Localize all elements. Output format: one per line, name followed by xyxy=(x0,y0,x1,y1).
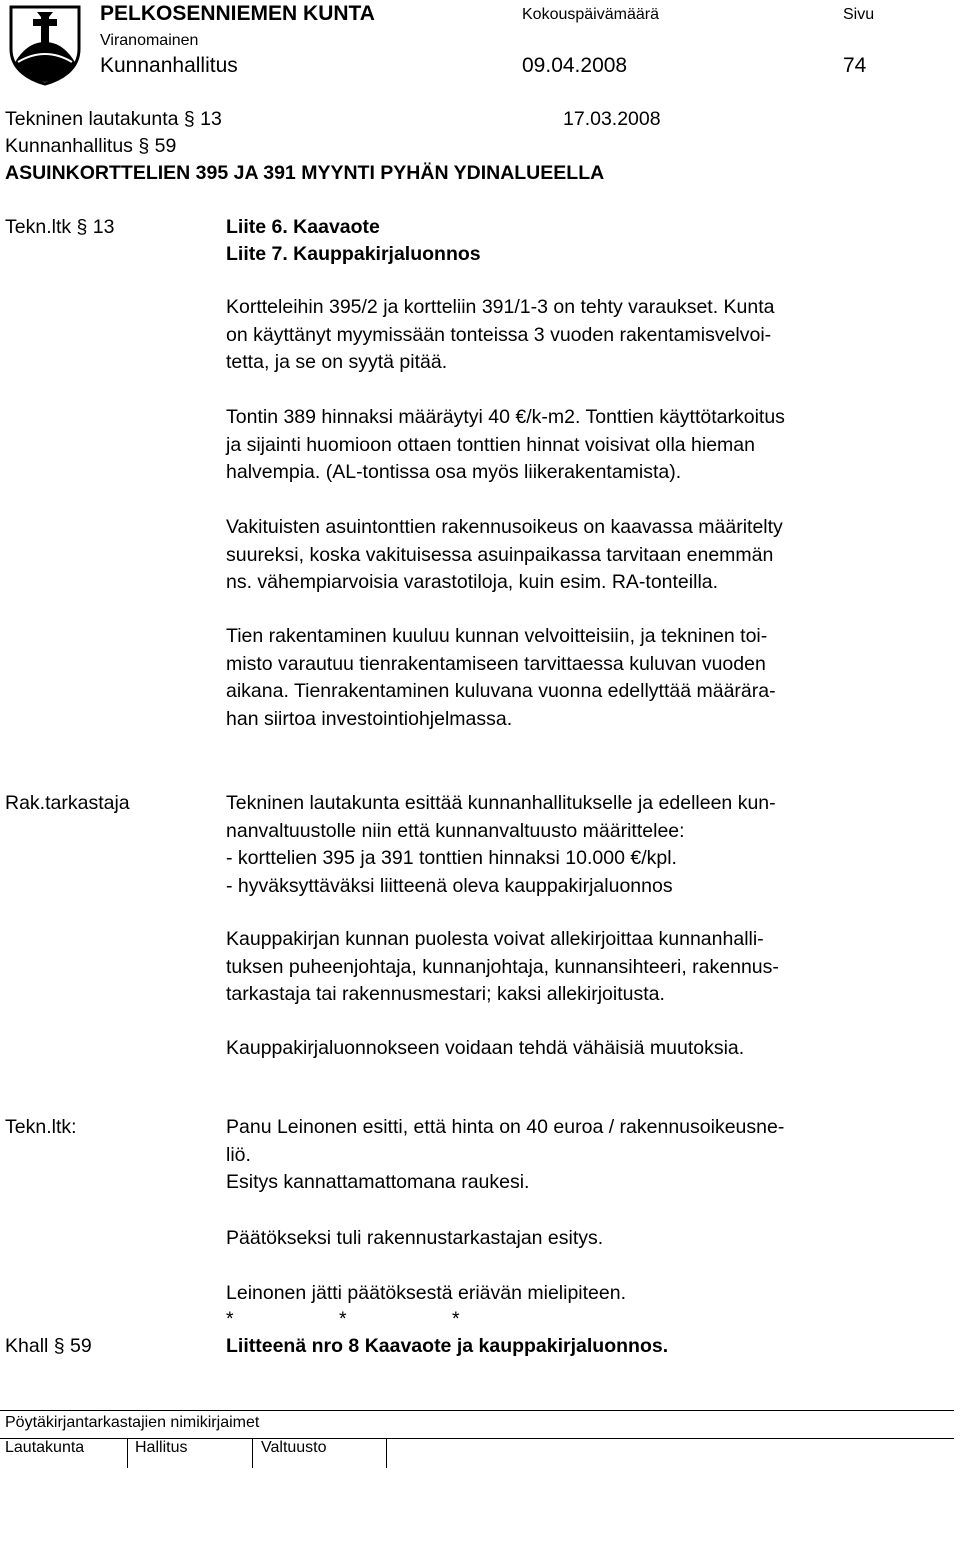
text-line: suureksi, koska vakituisessa asuinpaikassa tarvitaan enemmän xyxy=(226,543,774,566)
attachment-6: Liite 6. Kaavaote xyxy=(226,216,380,238)
text-line: Leinonen jätti päätöksestä eriävän mielipiteen. xyxy=(226,1282,627,1304)
text-line: ja sijainti huomioon ottaen tonttien hinnat voisivat olla hieman xyxy=(226,433,755,456)
municipality-name: PELKOSENNIEMEN KUNTA xyxy=(100,2,375,25)
footer-divider xyxy=(127,1438,128,1468)
section-title: ASUINKORTTELIEN 395 JA 391 MYYNTI PYHÄN YDINALUEELLA xyxy=(5,162,605,184)
footer-divider xyxy=(386,1438,387,1468)
text-line: Päätökseksi tuli rakennustarkastajan esitys. xyxy=(226,1227,604,1249)
text-line: - hyväksyttäväksi liitteenä oleva kauppakirjaluonnos xyxy=(226,874,673,897)
text-line: on käyttänyt myymissään tonteissa 3 vuoden rakentamisvelvoi- xyxy=(226,323,772,346)
text-line: Panu Leinonen esitti, että hinta on 40 euroa / rakennusoikeusne- xyxy=(226,1116,785,1138)
municipality-coat-of-arms-logo xyxy=(8,4,82,86)
text-line: liö. xyxy=(226,1143,251,1166)
text-line: Kortteleihin 395/2 ja kortteliin 391/1-3 on tehty varaukset. Kunta xyxy=(226,296,775,318)
text-line: nanvaltuustolle niin että kunnanvaltuusto määrittelee: xyxy=(226,819,685,842)
paragraph-building-rights xyxy=(226,514,926,597)
text-line: aikana. Tienrakentaminen kuluvana vuonna edellyttää määrära- xyxy=(226,680,776,702)
tekn-ltk-label: Tekn.ltk § 13 xyxy=(5,216,115,238)
ref-tekn-ltk-date: 17.03.2008 xyxy=(563,108,661,130)
text-line: Kauppakirjaluonnokseen voidaan tehdä vähäisiä muutoksia. xyxy=(226,1037,745,1059)
meeting-date: 09.04.2008 xyxy=(522,54,628,77)
paragraph-pricing xyxy=(226,404,926,487)
khall-decision: Liitteenä nro 8 Kaavaote ja kauppakirjaluonnos. xyxy=(226,1335,669,1357)
rak-tarkastaja-label: Rak.tarkastaja xyxy=(5,792,130,814)
footer-title: Pöytäkirjantarkastajien nimikirjaimet xyxy=(5,1414,260,1431)
paragraph-counter-proposal xyxy=(226,1114,926,1197)
footer-divider xyxy=(252,1438,253,1468)
text-line: Vakituisten asuintonttien rakennusoikeus on kaavassa määritelty xyxy=(226,516,783,538)
text-line: misto varautuu tienrakentamiseen tarvittaessa kuluvan vuoden xyxy=(226,652,766,675)
separator-star: * xyxy=(339,1308,347,1330)
date-label: Kokouspäivämäärä xyxy=(522,6,659,23)
text-line: Tien rakentaminen kuuluu kunnan velvoitteisiin, ja tekninen toi- xyxy=(226,625,768,647)
separator-star: * xyxy=(226,1308,234,1330)
text-line: Tekninen lautakunta esittää kunnanhallitukselle ja edelleen kun- xyxy=(226,792,776,814)
paragraph-road-construction xyxy=(226,623,926,733)
khall-label: Khall § 59 xyxy=(5,1335,92,1357)
page-label: Sivu xyxy=(843,6,875,23)
ref-tekn-ltk: Tekninen lautakunta § 13 xyxy=(5,108,222,130)
separator-star: * xyxy=(452,1308,460,1330)
text-line: - korttelien 395 ja 391 tonttien hinnaksi 10.000 €/kpl. xyxy=(226,847,677,869)
text-line: halvempia. (AL-tontissa osa myös liikerakentamista). xyxy=(226,461,682,483)
text-line: Tontin 389 hinnaksi määräytyi 40 €/k-m2. Tonttien käyttötarkoitus xyxy=(226,406,785,428)
paragraph-signatories xyxy=(226,926,926,1009)
page-number: 74 xyxy=(843,54,867,77)
footer-top-rule xyxy=(0,1410,954,1411)
text-line: han siirtoa investointiohjelmassa. xyxy=(226,707,513,730)
paragraph-proposal xyxy=(226,790,926,900)
text-line: Esitys kannattamattomana raukesi. xyxy=(226,1171,530,1193)
text-line: Kauppakirjan kunnan puolesta voivat allekirjoittaa kunnanhalli- xyxy=(226,928,764,950)
text-line: tuksen puheenjohtaja, kunnanjohtaja, kunnansihteeri, rakennus- xyxy=(226,955,779,978)
footer-header-rule xyxy=(0,1438,954,1439)
paragraph-dissent xyxy=(226,1280,926,1308)
ref-khall: Kunnanhallitus § 59 xyxy=(5,135,177,157)
paragraph-minor-changes xyxy=(226,1035,926,1063)
footer-col-lautakunta: Lautakunta xyxy=(5,1439,85,1456)
authority-value: Kunnanhallitus xyxy=(100,54,238,77)
footer-col-valtuusto: Valtuusto xyxy=(261,1439,327,1456)
authority-label: Viranomainen xyxy=(100,32,199,49)
text-line: tetta, ja se on syytä pitää. xyxy=(226,351,448,373)
text-line: ns. vähempiarvoisia varastotiloja, kuin esim. RA-tonteilla. xyxy=(226,571,719,593)
attachment-7: Liite 7. Kauppakirjaluonnos xyxy=(226,243,481,265)
paragraph-decision xyxy=(226,1225,926,1253)
paragraph-reservations xyxy=(226,294,926,377)
footer-col-hallitus: Hallitus xyxy=(135,1439,188,1456)
text-line: tarkastaja tai rakennusmestari; kaksi allekirjoitusta. xyxy=(226,983,665,1005)
tekn-ltk-decision-label: Tekn.ltk: xyxy=(5,1116,77,1138)
